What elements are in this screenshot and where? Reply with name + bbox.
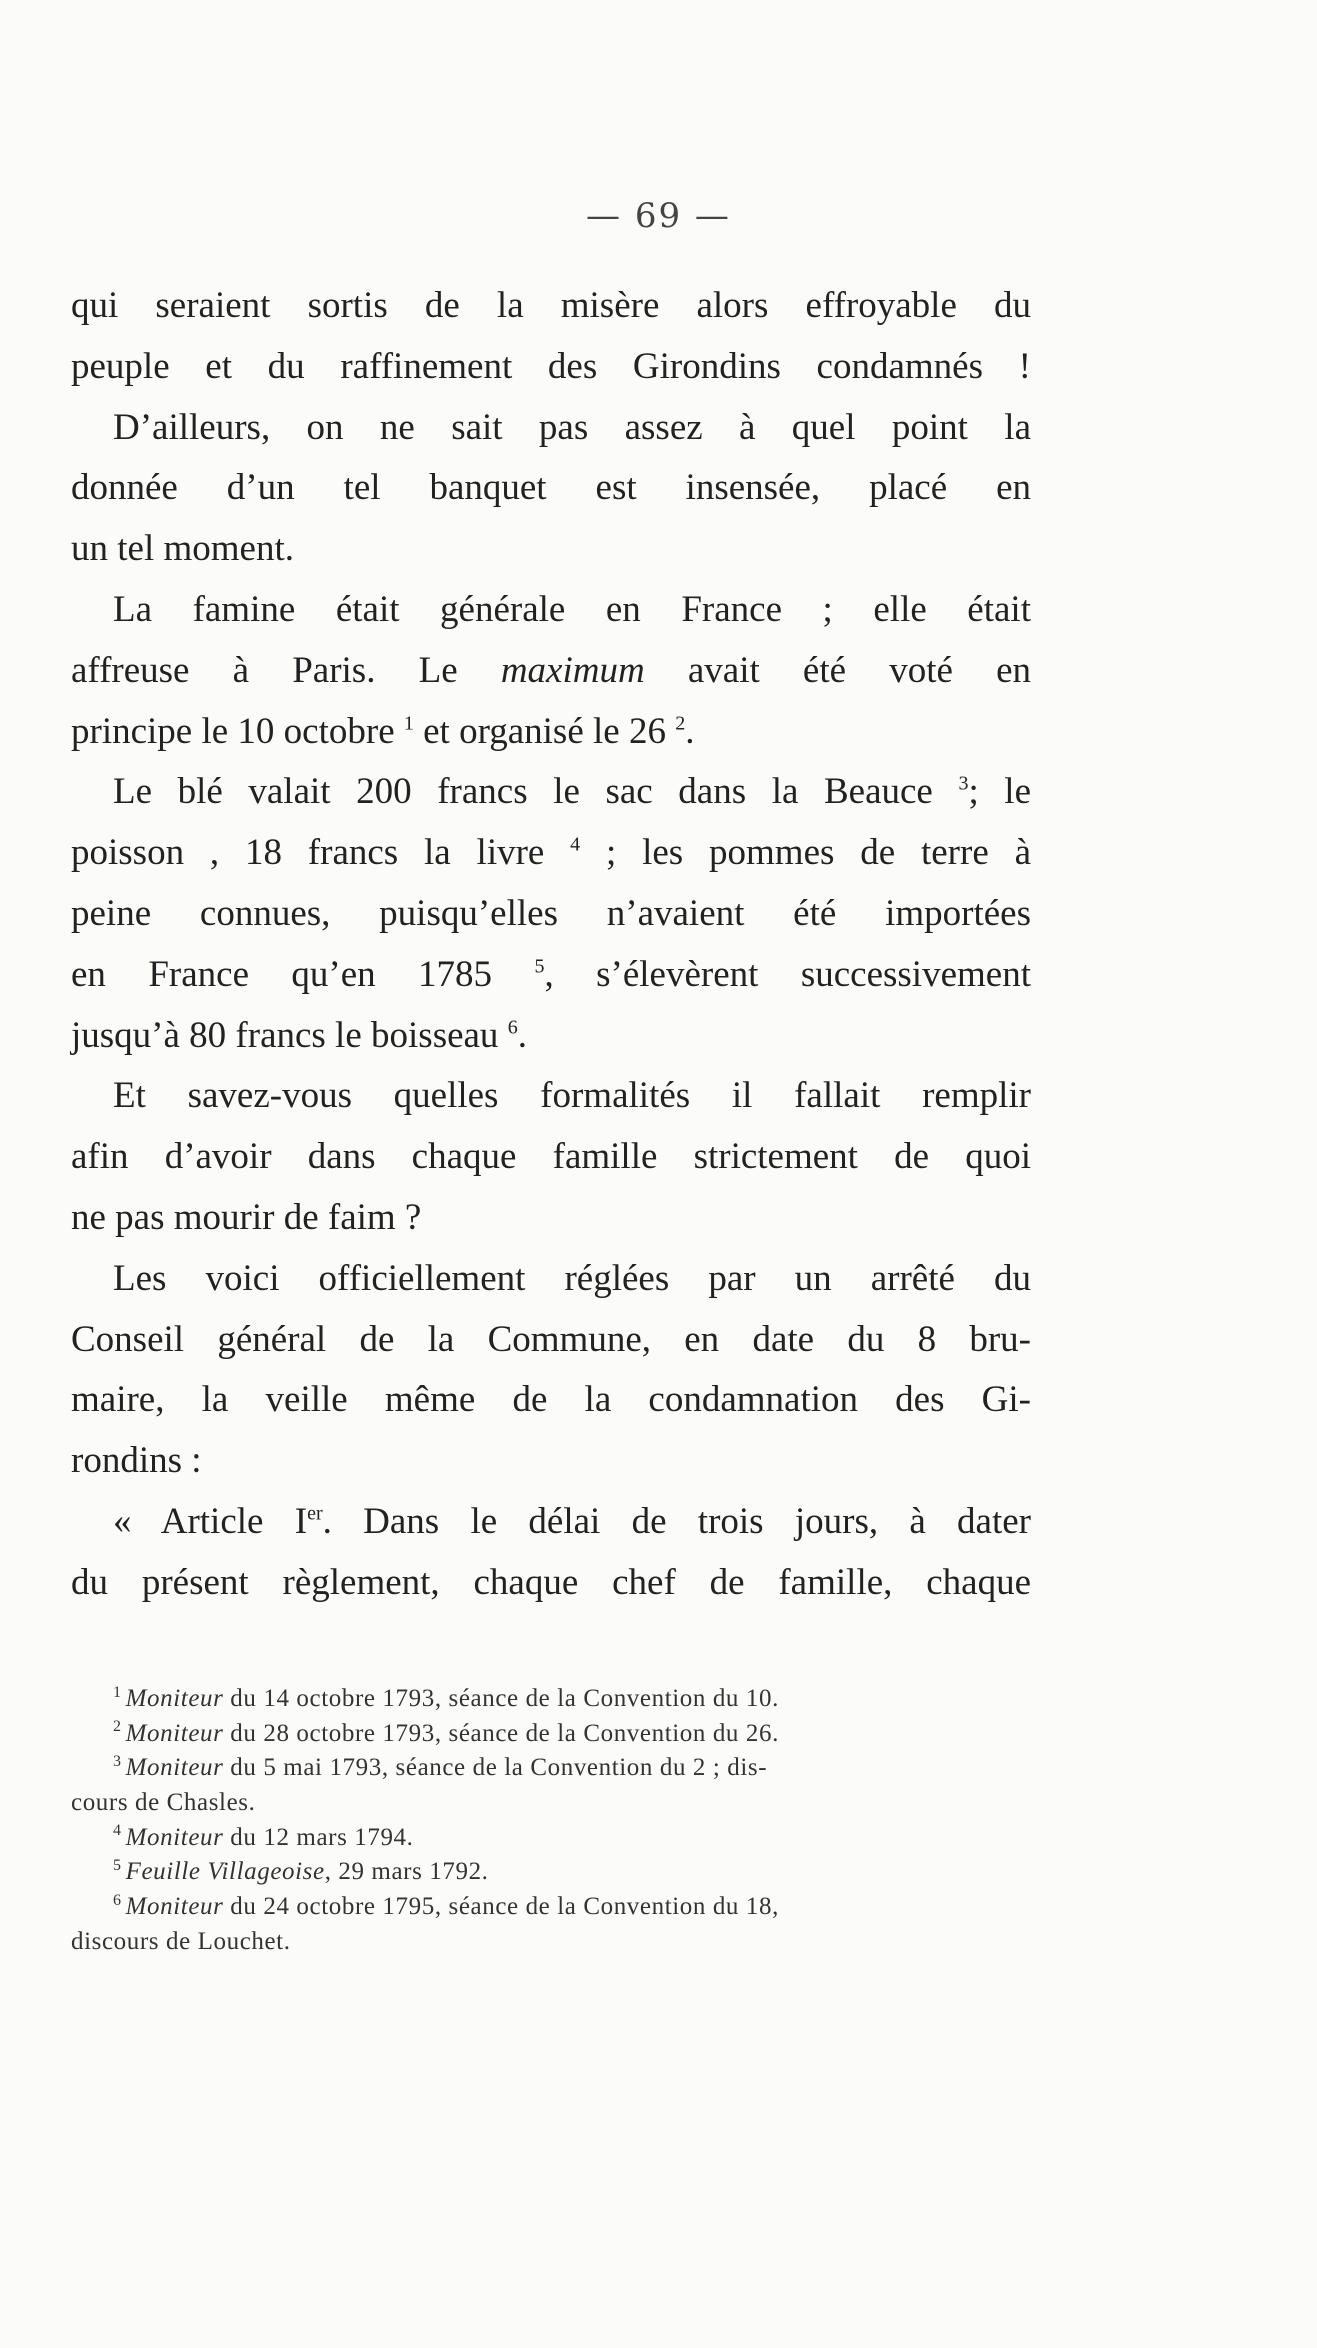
text-line: du présent règlement, chaque chef de famille, chaque [71,1561,1031,1603]
footnote: $^4$ Moniteur du 12 mars 1794. [113,1822,414,1851]
footnote-source: Moniteur [125,1719,224,1747]
page-number: — 69 — [586,196,731,236]
text-line: D’ailleurs, on ne sait pas assez à quel point la [113,406,1031,448]
text-line: en France qu’en 1785 $^5$, s’élevèrent successivement [71,953,1031,995]
text-line: un tel moment. [71,528,294,570]
footnote: $^1$ Moniteur du 14 octobre 1793, séance de la Convention du 10. [113,1683,779,1712]
footnote: $^5$ Feuille Villageoise, 29 mars 1792. [113,1857,489,1886]
text-line: rondins : [71,1440,202,1482]
footnote-source: Moniteur [125,1823,224,1851]
footnote-ref: 1 [403,712,414,735]
footnote-source: Moniteur [125,1893,224,1921]
footnote-marker: 4 [113,1822,122,1840]
footnote-marker: 1 [113,1683,122,1701]
footnotes [71,1682,1031,1960]
footnote: $^6$ Moniteur du 24 octobre 1795, séance de la Convention du 18, [113,1891,779,1921]
footnote-marker: 3 [113,1753,122,1771]
text-line: jusqu’à 80 francs le boisseau $^6$. [71,1014,527,1056]
body-text [71,276,1031,1614]
footnote-source: Moniteur [125,1754,224,1782]
text-line: Les voici officiellement réglées par un arrêté du [113,1257,1031,1299]
text-line: Conseil général de la Commune, en date du 8 bru- [71,1318,1031,1360]
text-line: poisson , 18 francs la livre $^4$ ; les pommes de terre à [71,832,1031,874]
text-line: principe le 10 octobre $^1$ et organisé le 26 $^2$. [71,710,695,752]
footnote-ref: 6 [507,1016,518,1039]
footnote-ref: 5 [534,955,545,978]
footnote-source: Feuille Villageoise [125,1858,325,1886]
text-line: afin d’avoir dans chaque famille strictement de quoi [71,1136,1031,1178]
text-line: peine connues, puisqu’elles n’avaient été importées [71,892,1031,934]
text-line: Le blé valait 200 francs le sac dans la Beauce $^3$; le [113,771,1031,813]
footnote-source: Moniteur [125,1685,224,1712]
text-line: qui seraient sortis de la misère alors effroyable du [71,285,1031,326]
footnote-ref: 2 [675,712,686,735]
emphasis: maximum [500,649,645,691]
footnote-marker: 6 [113,1891,122,1909]
text-line: ne pas mourir de faim ? [71,1196,422,1238]
footnote-ref: 4 [570,833,581,856]
footnote-marker: 5 [113,1857,122,1875]
text-line: donnée d’un tel banquet est insensée, placé en [71,467,1031,509]
ordinal-superscript: er [307,1502,323,1525]
text-line: affreuse à Paris. Le maximum avait été voté en [71,649,1031,691]
footnote-continuation: cours de Chasles. [71,1789,256,1817]
text-line: maire, la veille même de la condamnation des Gi- [71,1379,1031,1421]
text-line: peuple et du raffinement des Girondins condamnés ! [71,345,1031,387]
footnote-marker: 2 [113,1718,122,1736]
footnote: $^2$ Moniteur du 28 octobre 1793, séance de la Convention du 26. [113,1718,779,1747]
text-line: « Article Ier. Dans le délai de trois jours, à dater [113,1500,1032,1542]
footnote: $^3$ Moniteur du 5 mai 1793, séance de la Convention du 2 ; dis- [113,1753,768,1782]
text-line: Et savez-vous quelles formalités il fallait remplir [113,1075,1031,1117]
footnote-continuation: discours de Louchet. [71,1927,291,1955]
text-line: La famine était générale en France ; elle était [113,588,1031,630]
footnote-ref: 3 [958,773,969,796]
